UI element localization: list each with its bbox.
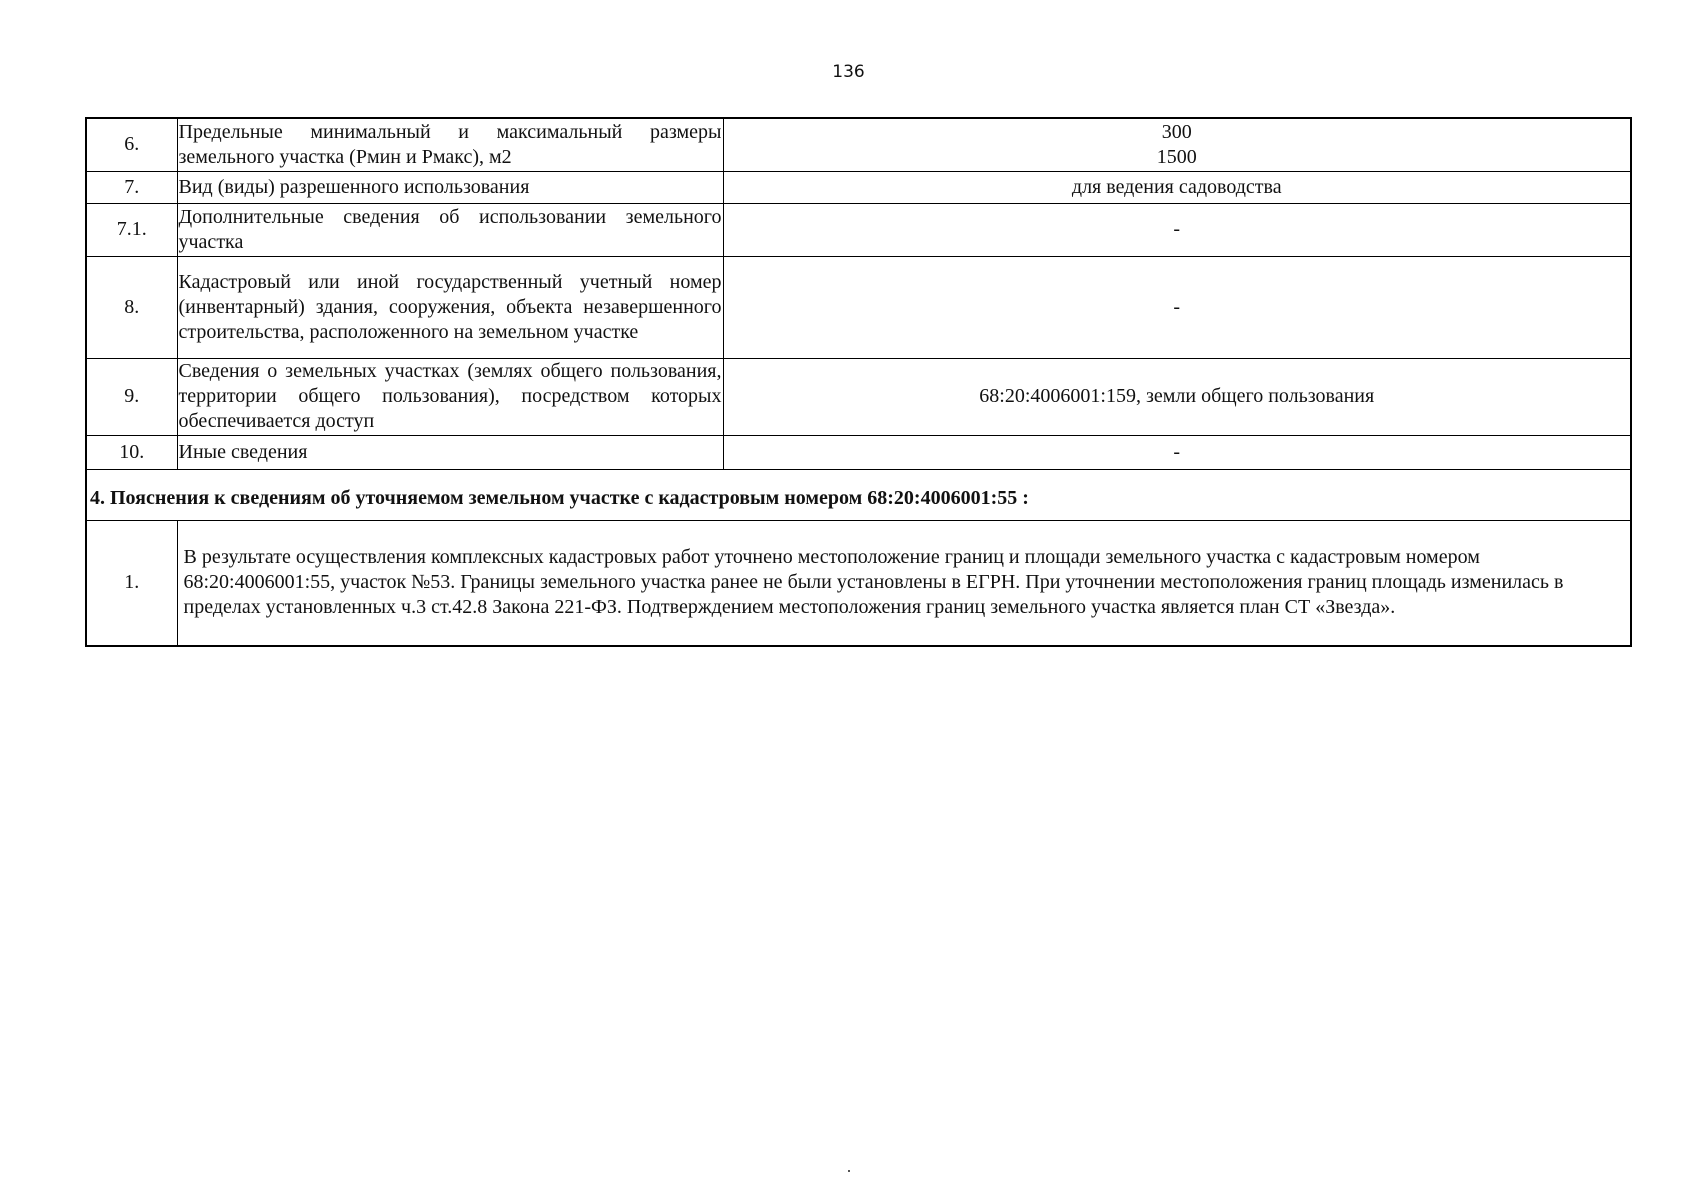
table-row [86,520,1631,646]
row-number: 6. [86,118,177,171]
row-value: - [723,203,1631,256]
row-value: для ведения садоводства [723,171,1631,203]
table-row [86,203,1631,256]
row-name: Кадастровый или иной государственный учетный номер (инвентарный) здания, сооружения, объекта незавершенного строительства, расположенного на земельном участке [177,256,723,358]
row-number: 8. [86,256,177,358]
value-min: 300 [1161,120,1192,143]
row-value: 68:20:4006001:159, земли общего пользования [723,358,1631,435]
row-name: Сведения о земельных участках (землях общего пользования, территории общего пользования), посредством которых обеспечивается доступ [177,358,723,435]
footer-dot [848,1170,850,1172]
page-number: 136 [832,62,865,82]
row-value: - [723,435,1631,469]
row-number: 7. [86,171,177,203]
note-text: В результате осуществления комплексных кадастровых работ уточнено местоположение границ и площади земельного участка с кадастровым номером 68:20:4006001:55, участок №53. Границы земельного участка ранее не были установлены в ЕГРН. При уточнении местоположения границ площадь изменилась в пределах установленных ч.3 ст.42.8 Закона 221-ФЗ. Подтверждением местоположения границ земельного участка является план СТ «Звезда». [177,520,1631,646]
row-name: Вид (виды) разрешенного использования [177,171,723,203]
row-value [723,118,1631,171]
row-number: 9. [86,358,177,435]
table-row [86,435,1631,469]
table-row [86,118,1631,171]
value-max: 1500 [1156,145,1197,168]
row-name: Дополнительные сведения об использовании земельного участка [177,203,723,256]
row-name: Предельные минимальный и максимальный размеры земельного участка (Рмин и Рмакс), м2 [177,118,723,171]
row-number: 7.1. [86,203,177,256]
section-4-heading: 4. Пояснения к сведениям об уточняемом земельном участке с кадастровым номером 68:20:4006001:55 : [86,469,1631,520]
note-number: 1. [86,520,177,646]
land-plot-info-table [85,117,1632,647]
section-4-heading-row [86,469,1631,520]
table-row [86,358,1631,435]
row-number: 10. [86,435,177,469]
table-row [86,171,1631,203]
row-value: - [723,256,1631,358]
table-row [86,256,1631,358]
row-name: Иные сведения [177,435,723,469]
